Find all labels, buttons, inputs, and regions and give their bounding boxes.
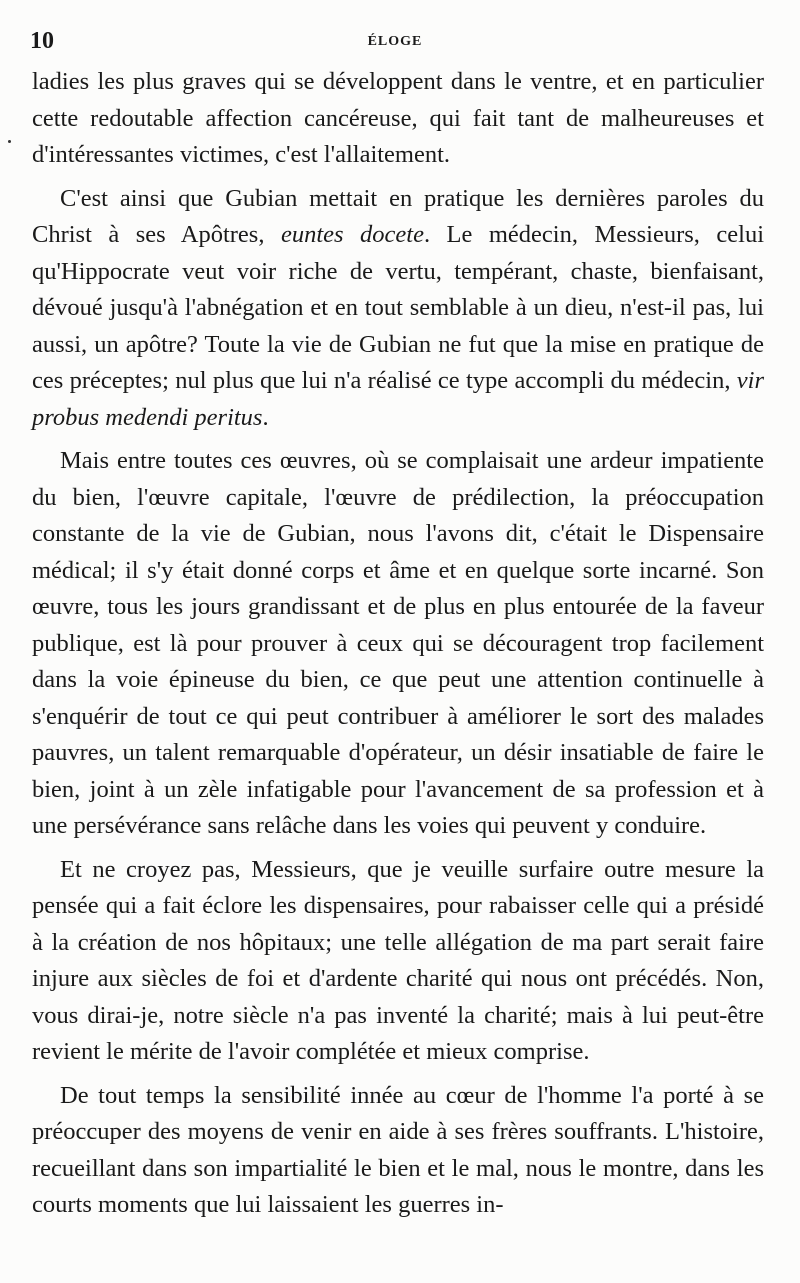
paragraph-5 bbox=[32, 1078, 764, 1224]
paragraph-2 bbox=[32, 181, 764, 437]
paragraph-3 bbox=[32, 443, 764, 845]
latin-phrase-euntes-docete: euntes docete bbox=[280, 221, 424, 248]
paragraph-text: C'est ainsi que Gubian mettait en pratique les dernières paroles du Christ à ses Apôtres, bbox=[32, 184, 764, 248]
paragraph-text: Mais entre toutes ces œuvres, où se complaisait une ardeur impatiente du bien, l'œuvre capitale, l'œuvre de prédilection, la préoccupation constante de la vie de Gubian, nous l'avons dit, c'était le Dispensaire médical; il s'y était donné corps et âme et en quelque sorte incarné. Son œuvre, tous les jours grandissant et de plus en plus entourée de la faveur publique, est là pour prouver à ceux qui se découragent trop facilement dans la voie épineuse du bien, ce que peut une attention continuelle à s'enquérir de tout ce qui peut contribuer à améliorer le sort des malades pauvres, un talent remarquable d'opérateur, un désir insatiable de faire le bien, joint à un zèle infatigable pour l'avancement de sa profession et à une persévérance sans relâche dans les voies qui peuvent y conduire. bbox=[32, 447, 764, 839]
paragraph-text: Et ne croyez pas, Messieurs, que je veuille surfaire outre mesure la pensée qui a fait éclore les dispensaires, pour rabaisser celle qui a présidé à la création de nos hôpitaux; une telle allégation de ma part serait faire injure aux siècles de foi et d'ardente charité qui nous ont précédés. Non, vous dirai-je, notre siècle n'a pas inventé la charité; mais à lui peut-être revient le mérite de l'avoir complétée et mieux comprise. bbox=[32, 855, 764, 1065]
paragraph-text: De tout temps la sensibilité innée au cœur de l'homme l'a porté à se préoccuper des moyens de venir en aide à ses frères souffrants. L'histoire, recueillant dans son impartialité le bien et le mal, nous le montre, dans les courts moments que lui laissaient les guerres in- bbox=[32, 1081, 764, 1218]
running-head: ÉLOGE bbox=[367, 34, 423, 49]
paragraph-text: . bbox=[262, 403, 269, 431]
page-number: 10 bbox=[30, 28, 54, 54]
paragraph-4 bbox=[32, 852, 764, 1071]
page-header bbox=[30, 28, 760, 58]
paragraph-text: ladies les plus graves qui se développent dans le ventre, et en particulier cette redoutable affection cancéreuse, qui fait tant de malheureuses et d'intéressantes victimes, c'est l'allaitement. bbox=[32, 68, 764, 168]
body-text bbox=[32, 64, 764, 1224]
paragraph-text: . Le médecin, Messieurs, celui qu'Hippocrate veut voir riche de vertu, tempérant, chaste, bienfaisant, dévoué jusqu'à l'abnégation et en tout semblable à un dieu, n'est-il pas, lui aussi, un apôtre? Toute la vie de Gubian ne fut que la mise en pratique de ces préceptes; nul plus que lui n'a réalisé ce type accompli du médecin, bbox=[32, 221, 765, 394]
paragraph-1 bbox=[32, 64, 764, 174]
ink-speck bbox=[8, 140, 11, 143]
latin-phrase-vir-probus: vir probus medendi peritus bbox=[32, 367, 764, 431]
